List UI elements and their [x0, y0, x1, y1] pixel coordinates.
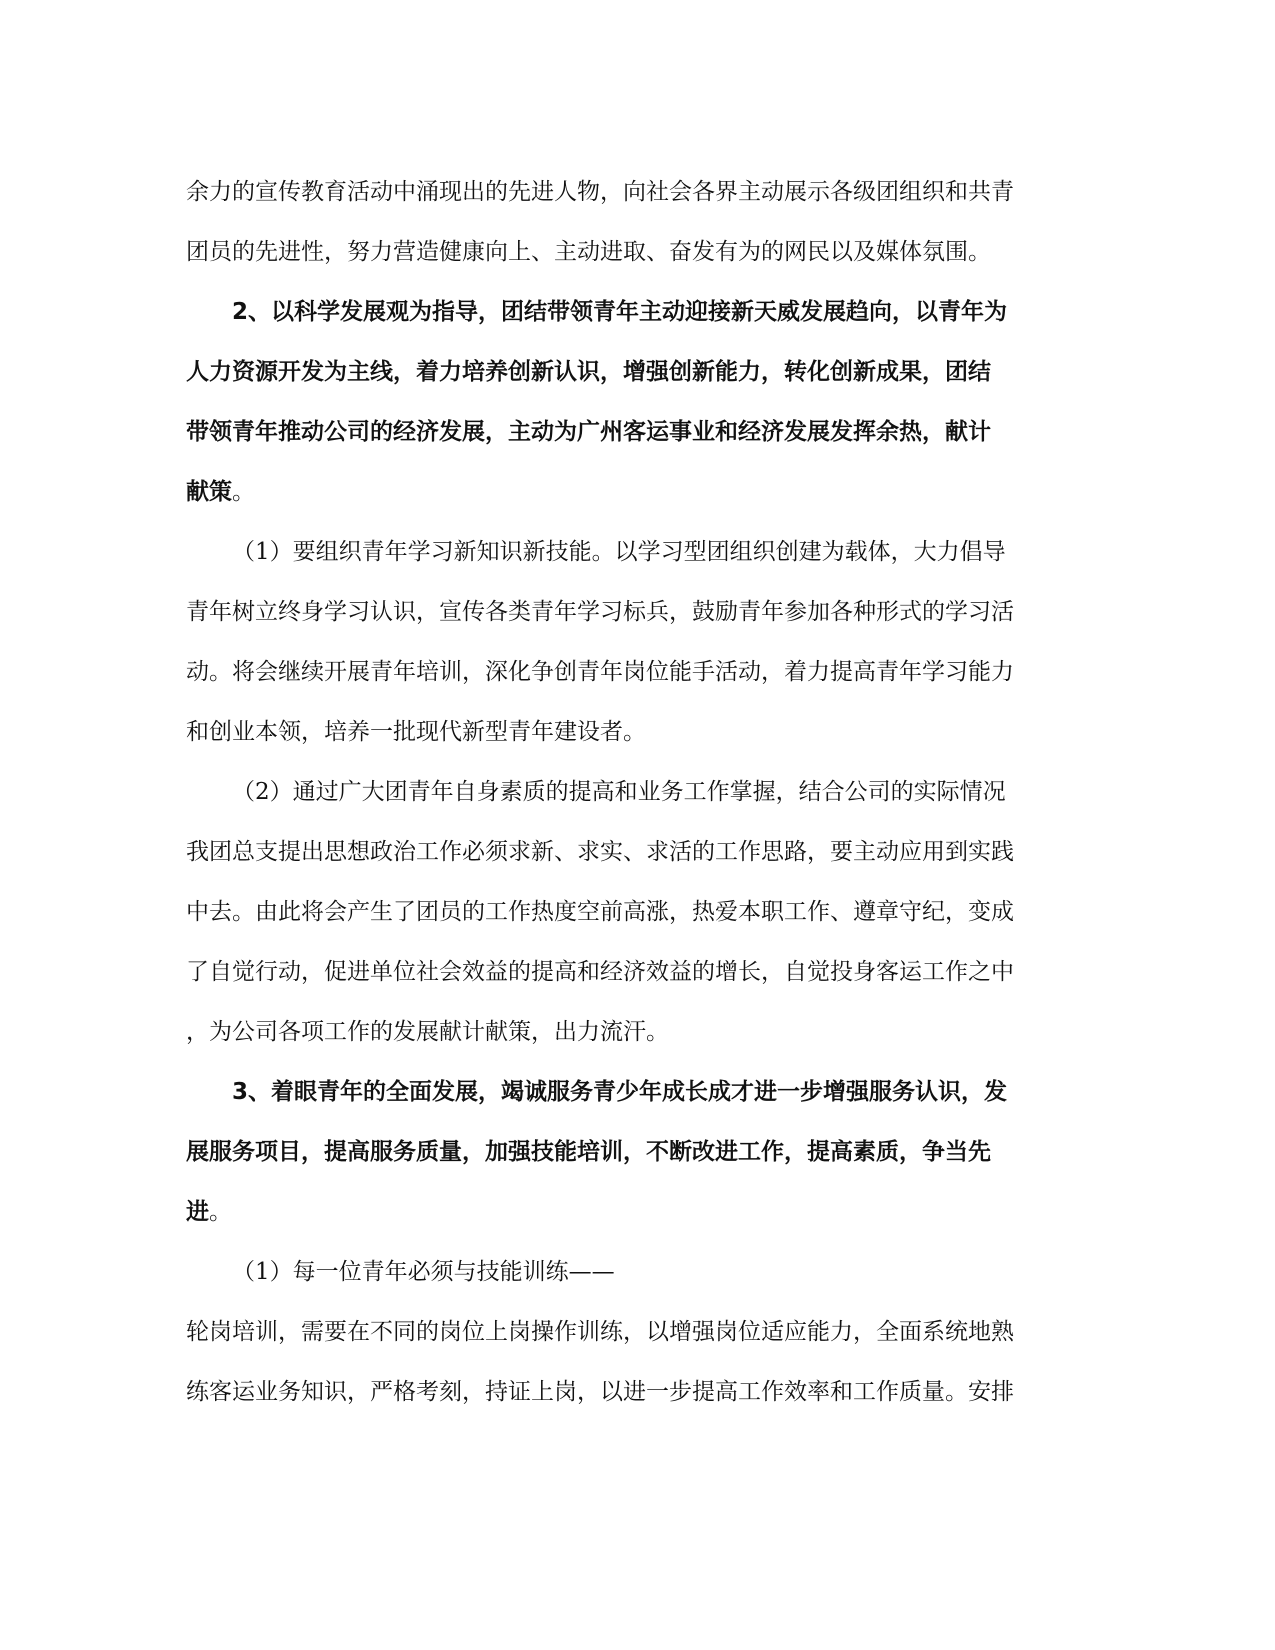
paragraph-line: （1）每一位青年必须与技能训练——: [232, 1259, 615, 1285]
paragraph-line: 青年树立终身学习认识，宣传各类青年学习标兵，鼓励青年参加各种形式的学习活: [186, 599, 1014, 625]
paragraph-line: 和创业本领，培养一批现代新型青年建设者。: [186, 719, 646, 745]
paragraph-line: 了自觉行动，促进单位社会效益的提高和经济效益的增长，自觉投身客运工作之中: [186, 959, 1014, 985]
heading-punctuation: 。: [209, 1199, 232, 1225]
section-heading-3-line: 展服务项目，提高服务质量，加强技能培训，不断改进工作，提高素质，争当先: [186, 1139, 991, 1165]
section-heading-3: 3、着眼青年的全面发展，竭诚服务青少年成长成才进一步增强服务认识，发: [232, 1079, 1008, 1105]
heading-punctuation: 。: [232, 479, 255, 505]
section-heading-2-line: [186, 462, 1091, 522]
section-heading-2-line: 人力资源开发为主线，着力培养创新认识，增强创新能力，转化创新成果，团结: [186, 359, 991, 385]
section-heading-3-line: [186, 1182, 1091, 1242]
paragraph-line: 团员的先进性，努力营造健康向上、主动进取、奋发有为的网民以及媒体氛围。: [186, 239, 991, 265]
document-body: [186, 162, 1091, 1422]
paragraph-line: 余力的宣传教育活动中涌现出的先进人物，向社会各界主动展示各级团组织和共青: [186, 179, 1014, 205]
section-heading-2: 2、以科学发展观为指导，团结带领青年主动迎接新天威发展趋向，以青年为: [232, 299, 1008, 325]
heading-text: 献策: [186, 479, 232, 505]
paragraph-line: （1）要组织青年学习新知识新技能。以学习型团组织创建为载体，大力倡导: [232, 539, 1006, 565]
paragraph-line: 轮岗培训，需要在不同的岗位上岗操作训练，以增强岗位适应能力，全面系统地熟: [186, 1319, 1014, 1345]
heading-text: 进: [186, 1199, 209, 1225]
paragraph-line: （2）通过广大团青年自身素质的提高和业务工作掌握，结合公司的实际情况: [232, 779, 1006, 805]
paragraph-line: 动。将会继续开展青年培训，深化争创青年岗位能手活动，着力提高青年学习能力: [186, 659, 1014, 685]
paragraph-line: ，为公司各项工作的发展献计献策，出力流汗。: [186, 1019, 669, 1045]
section-heading-2-line: 带领青年推动公司的经济发展，主动为广州客运事业和经济发展发挥余热，献计: [186, 419, 991, 445]
paragraph-line: 中去。由此将会产生了团员的工作热度空前高涨，热爱本职工作、遵章守纪，变成: [186, 899, 1014, 925]
paragraph-line: 我团总支提出思想政治工作必须求新、求实、求活的工作思路，要主动应用到实践: [186, 839, 1014, 865]
paragraph-line: 练客运业务知识，严格考刻，持证上岗，以进一步提高工作效率和工作质量。安排: [186, 1379, 1014, 1405]
